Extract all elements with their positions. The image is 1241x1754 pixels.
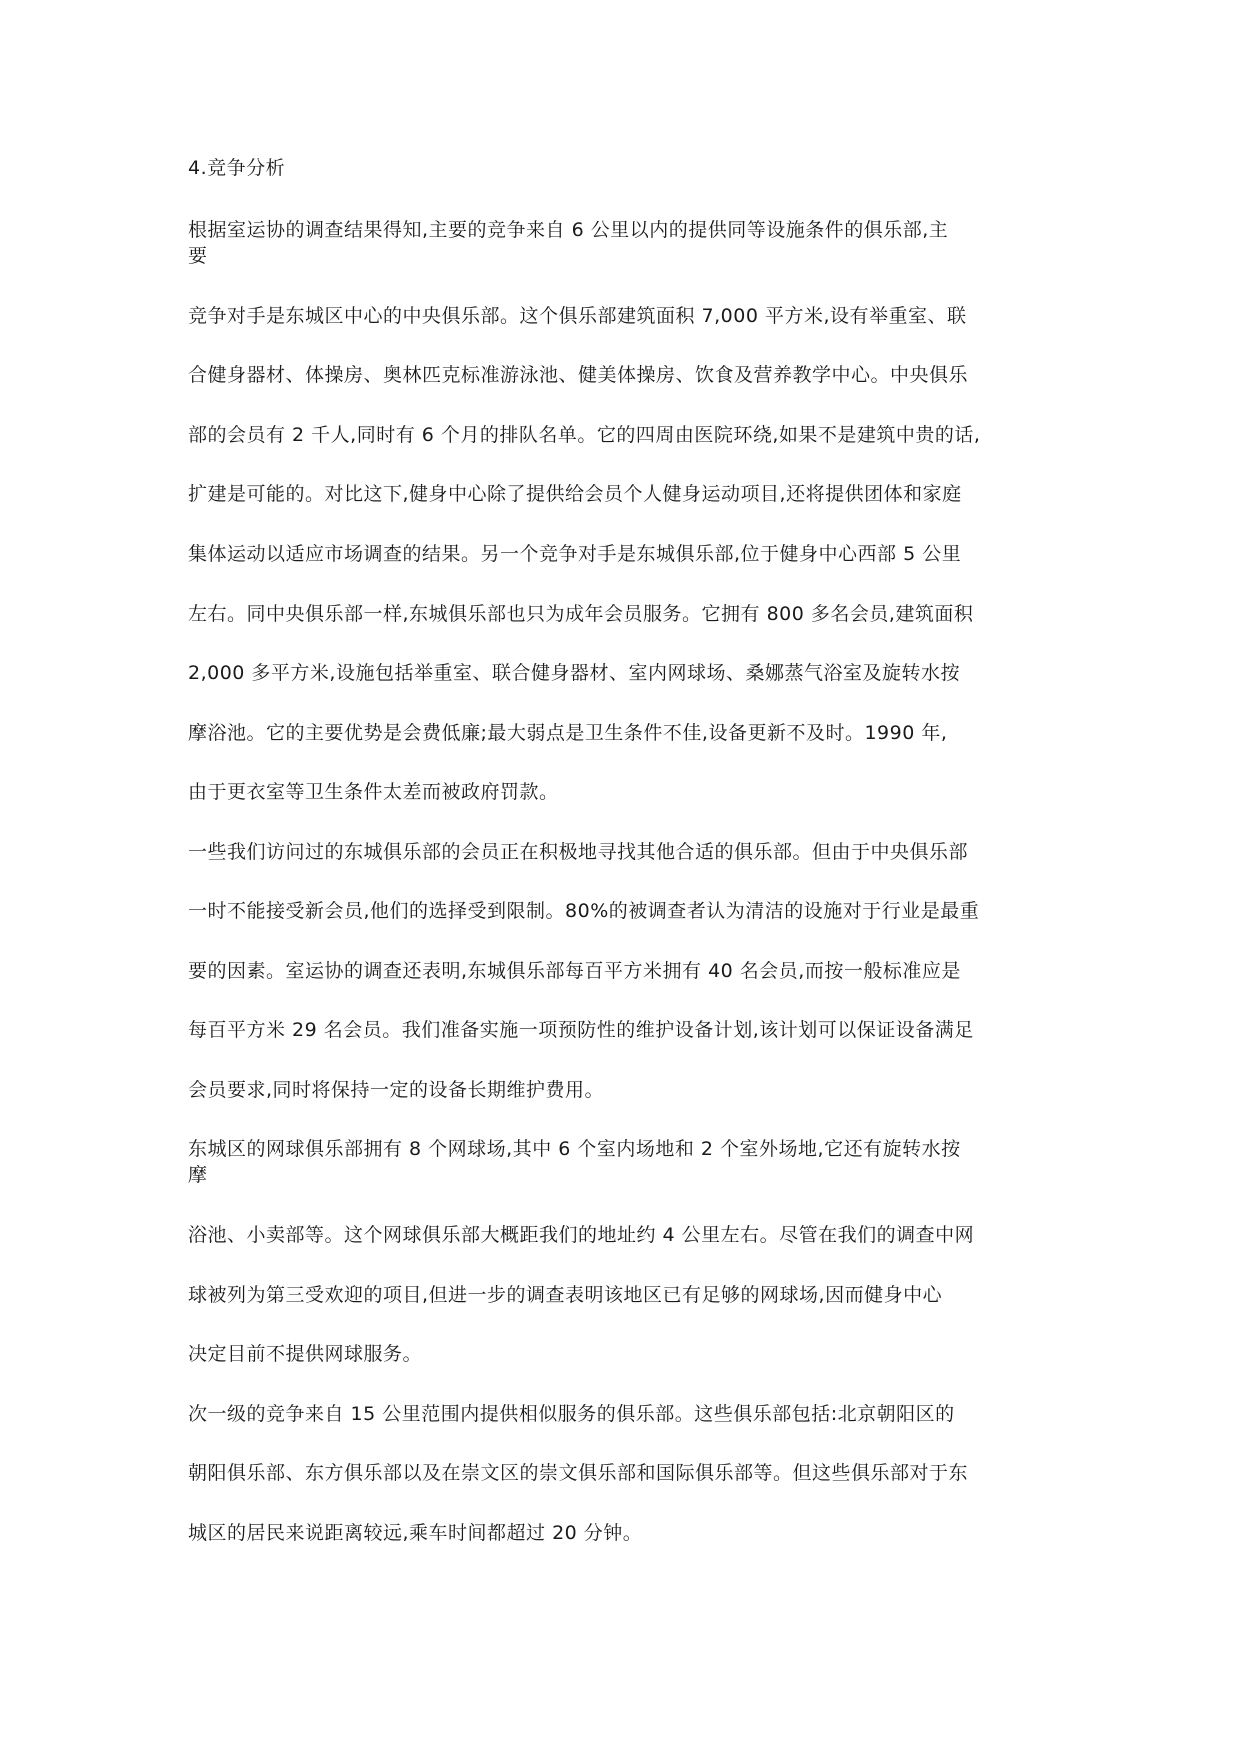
text-line: 朝阳俱乐部、东方俱乐部以及在崇文区的崇文俱乐部和国际俱乐部等。但这些俱乐部对于东 — [188, 1462, 969, 1484]
text-line: 摩 — [188, 1164, 208, 1186]
text-line: 左右。同中央俱乐部一样,东城俱乐部也只为成年会员服务。它拥有 800 多名会员,建筑面积 — [188, 603, 974, 625]
text-line: 一些我们访问过的东城俱乐部的会员正在积极地寻找其他合适的俱乐部。但由于中央俱乐部 — [188, 841, 969, 863]
text-line: 球被列为第三受欢迎的项目,但进一步的调查表明该地区已有足够的网球场,因而健身中心 — [188, 1284, 943, 1306]
text-line: 每百平方米 29 名会员。我们准备实施一项预防性的维护设备计划,该计划可以保证设备满足 — [188, 1019, 974, 1041]
text-line: 2,000 多平方米,设施包括举重室、联合健身器材、室内网球场、桑娜蒸气浴室及旋转水按 — [188, 662, 960, 684]
text-line: 东城区的网球俱乐部拥有 8 个网球场,其中 6 个室内场地和 2 个室外场地,它还有旋转水按 — [188, 1138, 961, 1160]
text-line: 次一级的竞争来自 15 公里范围内提供相似服务的俱乐部。这些俱乐部包括:北京朝阳区的 — [188, 1403, 955, 1425]
text-line: 城区的居民来说距离较远,乘车时间都超过 20 分钟。 — [188, 1522, 643, 1544]
text-line: 摩浴池。它的主要优势是会费低廉;最大弱点是卫生条件不佳,设备更新不及时。1990 年, — [188, 722, 948, 744]
text-line: 竞争对手是东城区中心的中央俱乐部。这个俱乐部建筑面积 7,000 平方米,设有举重室、联 — [188, 305, 967, 327]
text-line: 决定目前不提供网球服务。 — [188, 1343, 423, 1365]
text-line: 合健身器材、体操房、奥林匹克标准游泳池、健美体操房、饮食及营养教学中心。中央俱乐 — [188, 364, 969, 386]
text-line: 要 — [188, 245, 208, 267]
text-line: 部的会员有 2 千人,同时有 6 个月的排队名单。它的四周由医院环绕,如果不是建筑中贵的话, — [188, 424, 981, 446]
text-line: 由于更衣室等卫生条件太差而被政府罚款。 — [188, 781, 559, 803]
text-line: 浴池、小卖部等。这个网球俱乐部大概距我们的地址约 4 公里左右。尽管在我们的调查中网 — [188, 1224, 975, 1246]
text-line: 一时不能接受新会员,他们的选择受到限制。80%的被调查者认为清洁的设施对于行业是最重 — [188, 900, 980, 922]
text-line: 会员要求,同时将保持一定的设备长期维护费用。 — [188, 1079, 605, 1101]
text-line: 扩建是可能的。对比这下,健身中心除了提供给会员个人健身运动项目,还将提供团体和家庭 — [188, 483, 962, 505]
text-line: 集体运动以适应市场调查的结果。另一个竞争对手是东城俱乐部,位于健身中心西部 5 公里 — [188, 543, 962, 565]
text-line: 要的因素。室运协的调查还表明,东城俱乐部每百平方米拥有 40 名会员,而按一般标准应是 — [188, 960, 961, 982]
section-heading: 4.竞争分析 — [188, 157, 286, 179]
text-line: 根据室运协的调查结果得知,主要的竞争来自 6 公里以内的提供同等设施条件的俱乐部,主 — [188, 219, 949, 241]
